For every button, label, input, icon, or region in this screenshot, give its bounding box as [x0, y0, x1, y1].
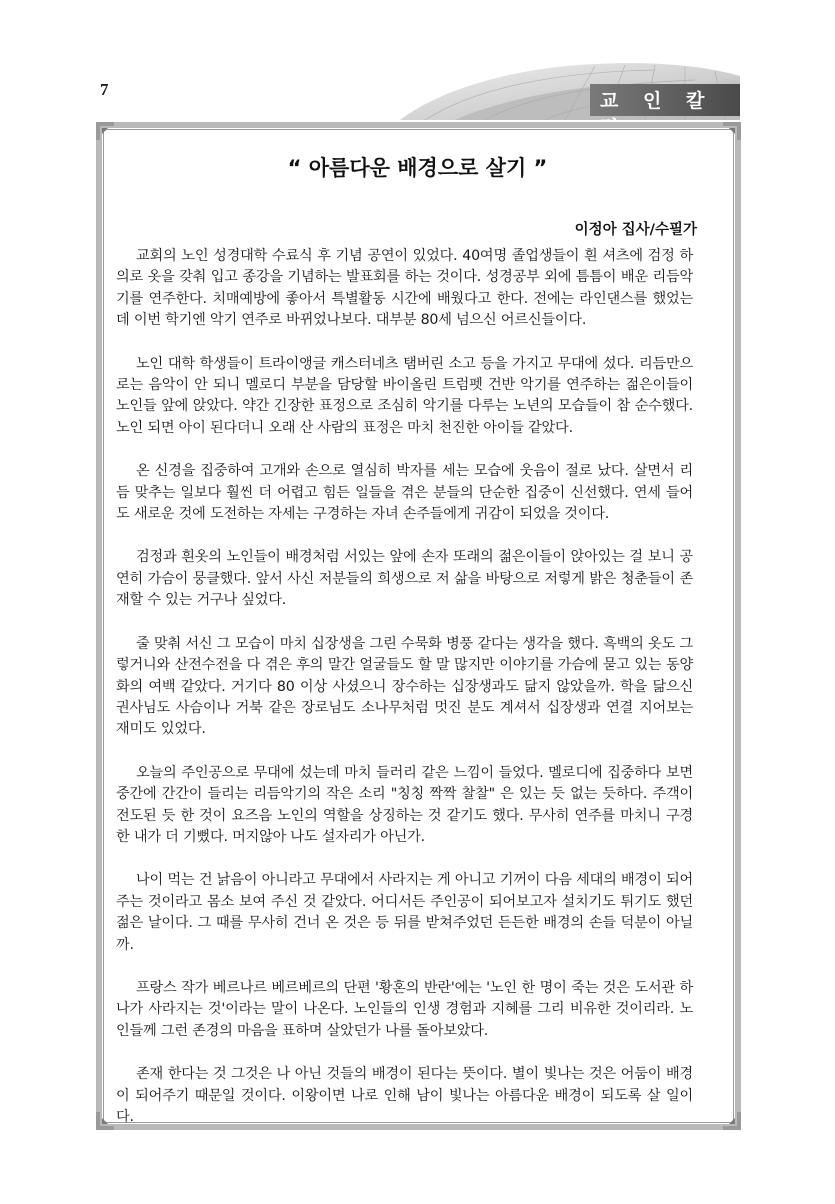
article-body: [116, 246, 693, 1150]
paragraph: 교회의 노인 성경대학 수료식 후 기념 공연이 있었다. 40여명 졸업생들이 흰 셔츠에 검정 하의로 옷을 갖춰 입고 종강을 기념하는 발표회를 하는 것이다. 성경공부 외에 틈틈이 배운 리듬악기를 연주한다. 치매예방에 좋아서 특별활동 시간에 배웠다고 한다. 전에는 라인댄스를 했었는데 이번 학기엔 악기 연주로 바뀌었나보다. 대부분 80세 넘으신 어르신들이다.: [116, 248, 693, 329]
page-number: 7: [100, 80, 109, 99]
paragraph: 온 신경을 집중하여 고개와 손으로 열심히 박자를 세는 모습에 웃음이 절로 났다. 살면서 리듬 맞추는 일보다 훨씬 더 어렵고 힘든 일들을 겪은 분들의 단순한 집중이 신선했다. 연세 들어도 새로운 것에 도전하는 자세는 구경하는 자녀 손주들에게 귀감이 되었을 것이다.: [116, 463, 693, 523]
section-label: 교 인 칼 럼: [600, 90, 714, 139]
frame-corner-ornament: [723, 1112, 741, 1130]
article-author: 이정아 집사/수필가: [574, 222, 697, 238]
article-title: “ 아름다운 배경으로 살기 ”: [287, 156, 548, 180]
frame-corner-ornament: [96, 1112, 114, 1130]
paragraph: 검정과 흰옷의 노인들이 배경처럼 서있는 앞에 손자 또래의 젊은이들이 앉아있는 걸 보니 공연히 가슴이 뭉클했다. 앞서 사신 저분들의 희생으로 저 삶을 바탕으로 저렇게 밝은 청춘들이 존재할 수 있는 거구나 싶었다.: [116, 549, 693, 609]
paragraph: 존재 한다는 것 그것은 나 아닌 것들의 배경이 된다는 뜻이다. 별이 빛나는 것은 어둠이 배경이 되어주기 때문일 것이다. 이왕이면 나로 인해 남이 빛나는 아름다운 배경이 되도록 살 일이다.: [116, 1066, 693, 1125]
paragraph: 프랑스 작가 베르나르 베르베르의 단편 '황혼의 반란'에는 '노인 한 명이 죽는 것은 도서관 하나가 사라지는 것'이라는 말이 나온다. 노인들의 인생 경험과 지혜를 그리 비유한 것이리라. 노인들께 그런 존경의 마음을 표하며 살았던가 나를 돌아보았다.: [116, 979, 693, 1039]
frame-corner-ornament: [96, 122, 114, 140]
paragraph: 오늘의 주인공으로 무대에 섰는데 마치 들러리 같은 느낌이 들었다. 멜로디에 집중하다 보면 중간에 간간이 들리는 리듬악기의 작은 소리 "칭칭 짝짝 찰찰" 은 있는 듯 없는 듯하다. 주객이 전도된 듯 한 것이 요즈음 노인의 역할을 상징하는 것 같기도 했다. 무사히 연주를 마치니 구경한 내가 더 기뻤다. 머지않아 나도 설자리가 아닌가.: [116, 764, 693, 845]
paragraph: 나이 먹는 건 낡음이 아니라고 무대에서 사라지는 게 아니고 기꺼이 다음 세대의 배경이 되어 주는 것이라고 몸소 보여 주신 것 같았다. 어디서든 주인공이 되어보고자 설치기도 튀기도 했던 젊은 날이다. 그 때를 무사히 건너 온 것은 등 뒤를 받쳐주었던 든든한 배경의 손들 덕분이 아닐까.: [116, 872, 693, 953]
paragraph: 노인 대학 학생들이 트라이앵글 캐스터네츠 탬버린 소고 등을 가지고 무대에 섰다. 리듬만으로는 음악이 안 되니 멜로디 부분을 담당할 바이올린 트럼펫 건반 악기를 연주하는 젊은이들이 노인들 앞에 앉았다. 약간 긴장한 표정으로 조심히 악기를 다루는 노년의 모습들이 참 순수했다. 노인 되면 아이 된다더니 오래 산 사람의 표정은 마치 천진한 아이들 같았다.: [116, 355, 693, 436]
frame-corner-ornament: [723, 122, 741, 140]
paragraph: 줄 맞춰 서신 그 모습이 마치 십장생을 그린 수묵화 병풍 같다는 생각을 했다. 흑백의 옷도 그렇거니와 산전수전을 다 겪은 후의 말간 얼굴들도 할 말 많지만 이야기를 가슴에 묻고 있는 동양화의 여백 같았다. 거기다 80 이상 사셨으니 장수하는 십장생과도 닮지 않았을까. 학을 닮으신 권사님도 사슴이나 거북 같은 장로님도 소나무처럼 멋진 분도 계셔서 십장생과 연결 지어보는 재미도 있었다.: [116, 635, 693, 738]
